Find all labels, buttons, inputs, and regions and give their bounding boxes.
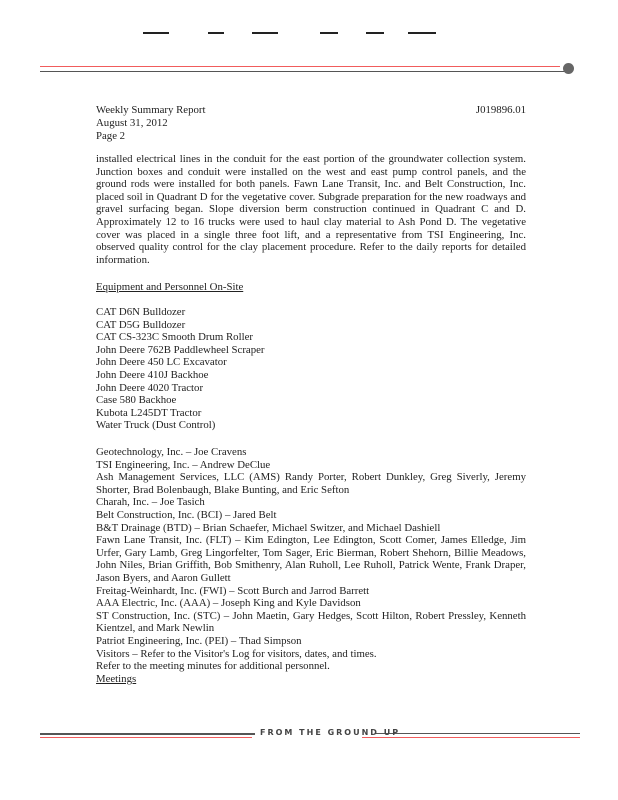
- list-item: Refer to the meeting minutes for additional personnel.: [96, 660, 330, 673]
- list-item: Ash Management Services, LLC (AMS) Randy Porter, Robert Dunkley, Greg Siverly, Jeremy Shorter, Brad Bolenbaugh, Blake Bunting, and Eric Sefton: [96, 471, 526, 496]
- report-meta: [96, 104, 205, 143]
- scan-mark: [143, 32, 169, 34]
- footer-rule-red: [362, 737, 580, 738]
- scan-mark: [366, 32, 384, 34]
- list-item: Case 580 Backhoe: [96, 394, 177, 407]
- list-item: Geotechnology, Inc. – Joe Cravens: [96, 446, 247, 458]
- equipment-list: [96, 306, 265, 432]
- list-item: CAT D5G Bulldozer: [96, 318, 186, 331]
- list-item: Freitag-Weinhardt, Inc. (FWI) – Scott Burch and Jarrod Barrett: [96, 584, 370, 597]
- meetings-heading: Meetings: [96, 672, 137, 685]
- personnel-list: [96, 446, 526, 685]
- header-rule-red: [40, 66, 560, 67]
- body-paragraph: installed electrical lines in the conduit for the east portion of the groundwater collection system. Junction boxes and conduit were installed on the west and east pump control panels, and the ground rods were installed for both panels. Fawn Lane Transit, Inc. and Belt Construction, Inc. placed soil in Quadrant D for the vegetative cover. Subgrade preparation for the new roadways and gravel surfacing began. Slope diversion berm construction continued in Quadrant C and D. Approximately 12 to 16 trucks were used to haul clay material to Ash Pond D. The vegetative cover was placed in a single three foot lift, and a representative from TSI Engineering, Inc. observed quality control for the clay placement procedure. Refer to the daily reports for detailed information.: [96, 153, 526, 266]
- company-logo-icon: [563, 63, 574, 74]
- scan-mark: [208, 32, 224, 34]
- list-item: TSI Engineering, Inc. – Andrew DeClue: [96, 458, 271, 471]
- list-item: B&T Drainage (BTD) – Brian Schaefer, Michael Switzer, and Michael Dashiell: [96, 521, 441, 534]
- list-item: John Deere 4020 Tractor: [96, 381, 204, 394]
- list-item: Kubota L245DT Tractor: [96, 406, 202, 419]
- report-title: Weekly Summary Report: [96, 104, 206, 116]
- list-item: CAT CS-323C Smooth Drum Roller: [96, 331, 253, 344]
- scan-mark: [408, 32, 436, 34]
- footer-rule-red: [40, 737, 252, 738]
- section-heading: Equipment and Personnel On-Site: [96, 281, 244, 293]
- list-item: Water Truck (Dust Control): [96, 419, 216, 432]
- list-item: Patriot Engineering, Inc. (PEI) – Thad Simpson: [96, 634, 302, 647]
- list-item: CAT D6N Bulldozer: [96, 306, 186, 318]
- list-item: John Deere 762B Paddlewheel Scraper: [96, 343, 265, 356]
- list-item: John Deere 450 LC Excavator: [96, 356, 227, 369]
- page-number: Page 2: [96, 130, 126, 142]
- header-rule: [40, 71, 565, 72]
- footer-rule: [40, 733, 255, 735]
- list-item: Charah, Inc. – Joe Tasich: [96, 496, 205, 509]
- scan-mark: [252, 32, 278, 34]
- job-number: J019896.01: [475, 104, 526, 116]
- list-item: AAA Electric, Inc. (AAA) – Joseph King and Kyle Davidson: [96, 597, 361, 610]
- list-item: Belt Construction, Inc. (BCI) – Jared Belt: [96, 508, 277, 521]
- footer-tagline: FROM THE GROUND UP: [260, 728, 401, 737]
- scan-mark: [320, 32, 338, 34]
- list-item: John Deere 410J Backhoe: [96, 368, 209, 381]
- footer-rule: [375, 733, 580, 734]
- report-date: August 31, 2012: [96, 117, 168, 129]
- list-item: Visitors – Refer to the Visitor's Log for visitors, dates, and times.: [96, 647, 377, 660]
- list-item: ST Construction, Inc. (STC) – John Maetin, Gary Hedges, Scott Hilton, Robert Pressley, Kenneth Kientzel, and Mark Newlin: [96, 609, 526, 635]
- list-item: Fawn Lane Transit, Inc. (FLT) – Kim Edington, Lee Edington, Scott Comer, James Elledge, Jim Urfer, Gary Lamb, Greg Lingorfelter, Tom Sager, Eric Bierman, Robert Shehorn, Billie Meadows, John Niles, Brian Griffith, Bob Smithenry, Alan Ruholl, Lee Ruholl, Patrick Wente, Frank Draper, Jason Byers, and Aaron Gullett: [96, 534, 526, 584]
